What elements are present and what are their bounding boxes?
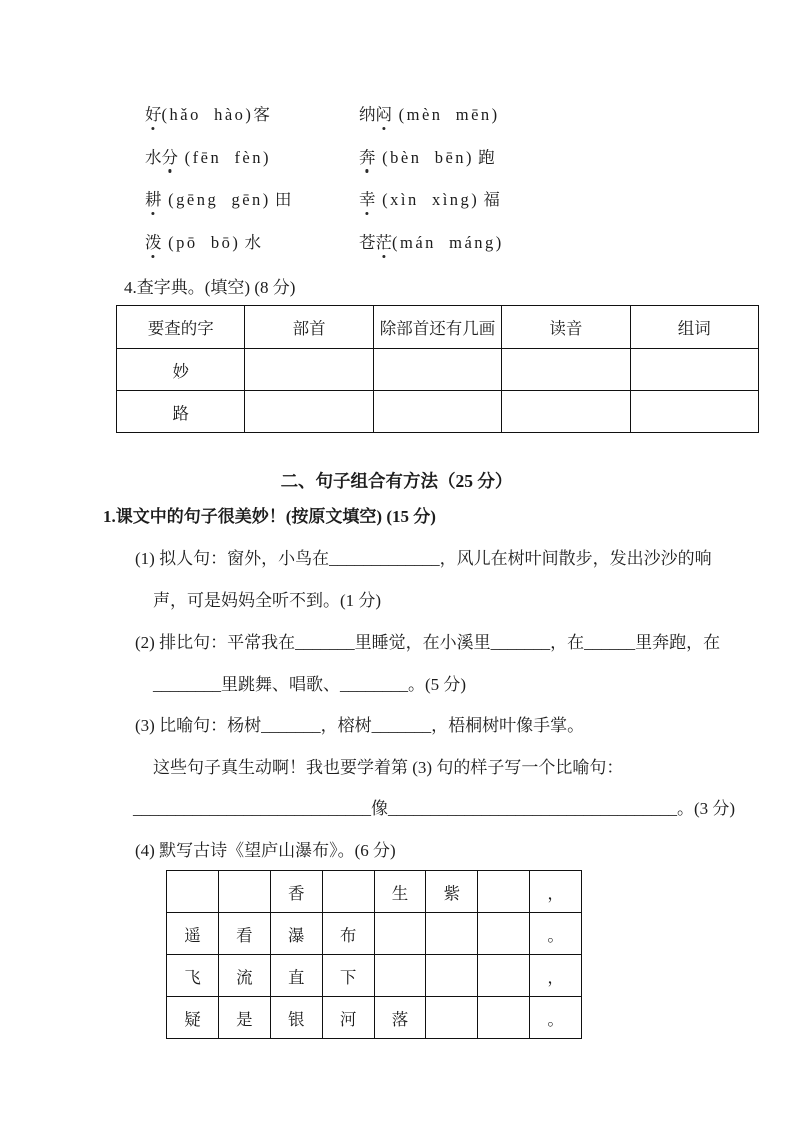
dict-table-row bbox=[117, 391, 759, 433]
pinyin-item bbox=[359, 147, 495, 169]
lookup-char-cell: 妙 bbox=[117, 349, 245, 391]
poem-char-cell: 。 bbox=[530, 913, 582, 955]
answer-cell[interactable] bbox=[373, 391, 501, 433]
dictionary-lookup-table bbox=[116, 305, 759, 433]
emphasized-char: 闷 bbox=[375, 105, 392, 124]
poem-table-row bbox=[167, 955, 582, 997]
emphasized-char: 分 bbox=[161, 147, 178, 167]
poem-answer-cell[interactable] bbox=[426, 997, 478, 1039]
poem-answer-cell[interactable] bbox=[218, 871, 270, 913]
poem-answer-cell[interactable] bbox=[478, 913, 530, 955]
q1-item1-personification: (1) 拟人句：窗外，小鸟在_____________，风儿在树叶间散步，发出沙沙的响 bbox=[135, 549, 712, 568]
dict-header-cell: 除部首还有几画 bbox=[373, 306, 501, 349]
emphasized-char: 好 bbox=[145, 105, 162, 124]
answer-cell[interactable] bbox=[502, 349, 630, 391]
emphasized-char: 茫 bbox=[375, 232, 392, 252]
word-char: 田 bbox=[270, 190, 292, 210]
dict-header-cell: 要查的字 bbox=[117, 306, 245, 349]
poem-dictation-table bbox=[166, 870, 582, 1039]
poem-table-row bbox=[167, 913, 582, 955]
poem-char-cell: 。 bbox=[530, 997, 582, 1039]
dict-header-cell: 组词 bbox=[630, 306, 758, 349]
pinyin-item bbox=[145, 147, 271, 169]
poem-table-body bbox=[167, 871, 582, 1039]
q1-item3-prompt: 这些句子真生动啊！我也要学着第 (3) 句的样子写一个比喻句： bbox=[153, 758, 624, 777]
pinyin-item bbox=[359, 189, 500, 211]
pinyin-options: (xìn xìng) bbox=[375, 190, 480, 210]
q1-item3-simile: (3) 比喻句：杨树_______，榕树_______，梧桐树叶像手掌。 bbox=[135, 716, 585, 735]
q1-item2-continuation: ________里跳舞、唱歌、________。(5 分) bbox=[153, 675, 467, 694]
poem-char-cell: ， bbox=[530, 955, 582, 997]
poem-answer-cell[interactable] bbox=[167, 871, 219, 913]
q1-item2-parallelism: (2) 排比句：平常我在_______里睡觉，在小溪里_______，在______里奔跑，在 bbox=[135, 633, 721, 652]
poem-answer-cell[interactable] bbox=[426, 913, 478, 955]
poem-char-cell: 遥 bbox=[167, 913, 219, 955]
question-4-label: 4.查字典。(填空) (8 分) bbox=[124, 278, 296, 297]
dict-header-cell: 读音 bbox=[502, 306, 630, 349]
word-char: 福 bbox=[479, 190, 500, 210]
emphasized-char: 幸 bbox=[359, 190, 376, 210]
pinyin-options: (mán máng) bbox=[392, 232, 504, 252]
pinyin-options: (pō bō) bbox=[161, 232, 241, 252]
q1-item3-answer-blank-line: ____________________________像__________________________________。(3 分) bbox=[133, 799, 736, 818]
lookup-char-cell: 路 bbox=[117, 391, 245, 433]
word-char: 水 bbox=[240, 232, 261, 252]
poem-char-cell: 下 bbox=[322, 955, 374, 997]
poem-char-cell: ， bbox=[530, 871, 582, 913]
q1-item1-continuation: 声，可是妈妈全听不到。(1 分) bbox=[153, 591, 382, 610]
poem-char-cell: 香 bbox=[270, 871, 322, 913]
poem-char-cell: 瀑 bbox=[270, 913, 322, 955]
answer-cell[interactable] bbox=[630, 349, 758, 391]
poem-char-cell: 落 bbox=[374, 997, 426, 1039]
poem-char-cell: 流 bbox=[218, 955, 270, 997]
poem-char-cell: 银 bbox=[270, 997, 322, 1039]
emphasized-char: 奔 bbox=[359, 147, 376, 167]
word-char: 水 bbox=[145, 147, 162, 167]
poem-answer-cell[interactable] bbox=[374, 955, 426, 997]
dict-header-row bbox=[117, 306, 759, 349]
emphasized-char: 泼 bbox=[145, 232, 162, 252]
poem-char-cell: 紫 bbox=[426, 871, 478, 913]
question-1-label: 1.课文中的句子很美妙！(按原文填空) (15 分) bbox=[103, 507, 436, 526]
answer-cell[interactable] bbox=[502, 391, 630, 433]
poem-table-row bbox=[167, 871, 582, 913]
poem-table-row bbox=[167, 997, 582, 1039]
pinyin-options: (hǎo hào) bbox=[161, 105, 254, 124]
poem-answer-cell[interactable] bbox=[478, 955, 530, 997]
dict-header-cell: 部首 bbox=[245, 306, 373, 349]
q1-item4-poem-label: (4) 默写古诗《望庐山瀑布》。(6 分) bbox=[135, 841, 396, 860]
poem-answer-cell[interactable] bbox=[478, 871, 530, 913]
poem-answer-cell[interactable] bbox=[478, 997, 530, 1039]
pinyin-options: (fēn fèn) bbox=[178, 147, 272, 167]
pinyin-options: (mèn mēn) bbox=[392, 105, 500, 124]
poem-char-cell: 直 bbox=[270, 955, 322, 997]
pinyin-item bbox=[145, 232, 261, 254]
section-two-heading: 二、句子组合有方法（25 分） bbox=[280, 471, 513, 491]
poem-char-cell: 生 bbox=[374, 871, 426, 913]
answer-cell[interactable] bbox=[245, 349, 373, 391]
pinyin-item bbox=[145, 189, 291, 211]
word-char: 纳 bbox=[359, 105, 376, 124]
word-char: 客 bbox=[253, 105, 270, 124]
word-char: 苍 bbox=[359, 232, 376, 252]
emphasized-char: 耕 bbox=[145, 190, 162, 210]
poem-char-cell: 看 bbox=[218, 913, 270, 955]
poem-char-cell: 布 bbox=[322, 913, 374, 955]
poem-answer-cell[interactable] bbox=[426, 955, 478, 997]
word-char: 跑 bbox=[474, 147, 495, 167]
pinyin-options: (bèn bēn) bbox=[375, 147, 475, 167]
poem-answer-cell[interactable] bbox=[374, 913, 426, 955]
poem-char-cell: 疑 bbox=[167, 997, 219, 1039]
poem-answer-cell[interactable] bbox=[322, 871, 374, 913]
answer-cell[interactable] bbox=[245, 391, 373, 433]
poem-char-cell: 河 bbox=[322, 997, 374, 1039]
poem-char-cell: 是 bbox=[218, 997, 270, 1039]
answer-cell[interactable] bbox=[630, 391, 758, 433]
dictionary-table-body bbox=[117, 306, 759, 433]
answer-cell[interactable] bbox=[373, 349, 501, 391]
pinyin-item bbox=[145, 104, 270, 126]
poem-char-cell: 飞 bbox=[167, 955, 219, 997]
pinyin-item bbox=[359, 104, 500, 126]
pinyin-options: (gēng gēn) bbox=[161, 190, 271, 210]
pinyin-item bbox=[359, 232, 504, 254]
dict-table-row bbox=[117, 349, 759, 391]
